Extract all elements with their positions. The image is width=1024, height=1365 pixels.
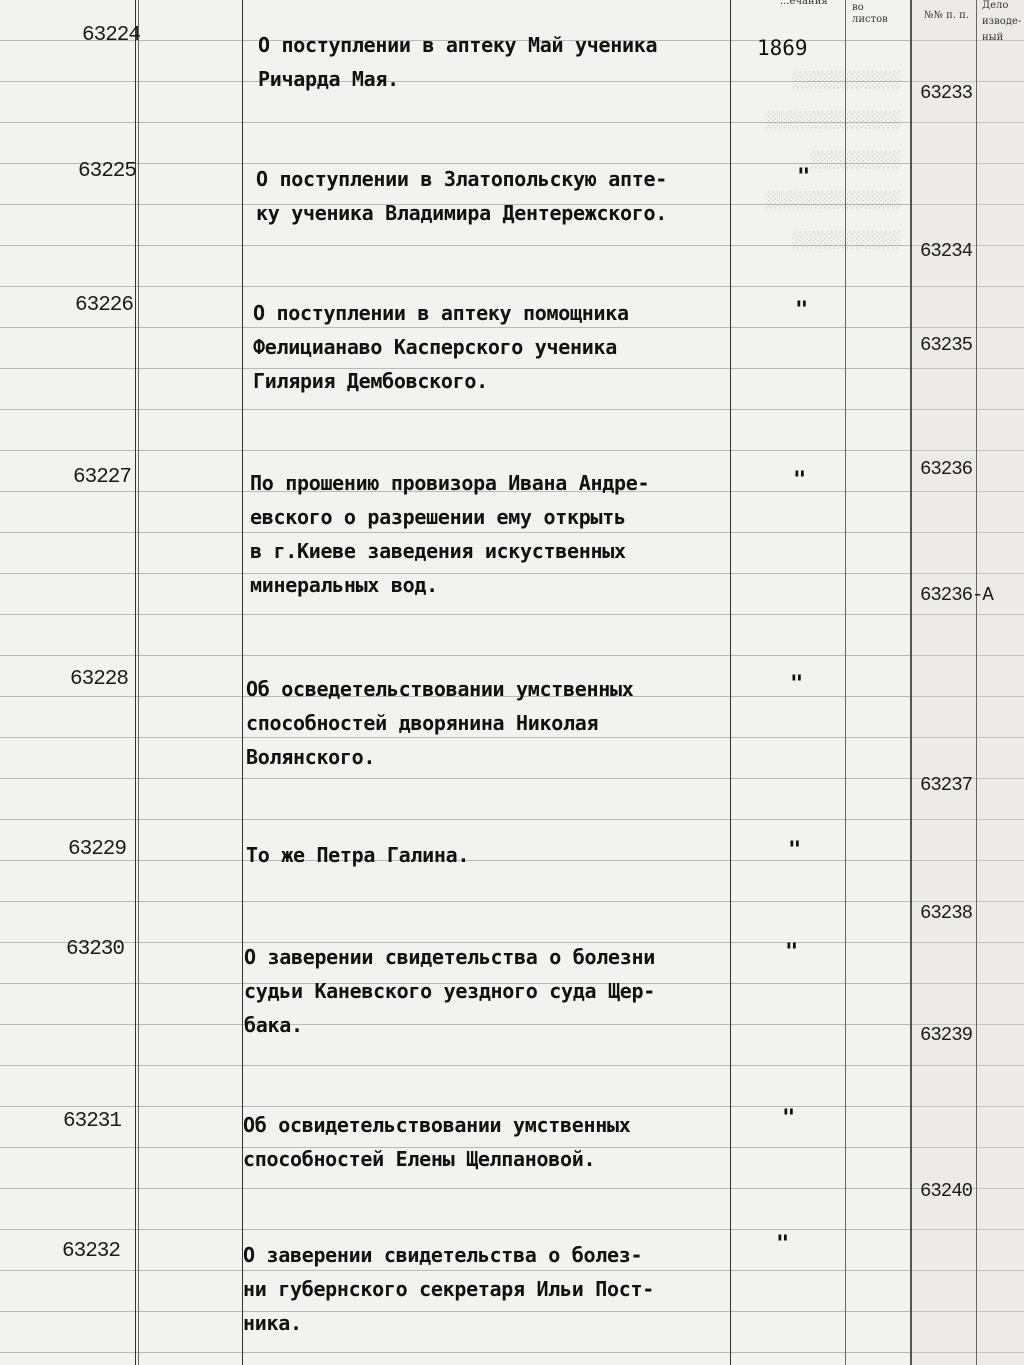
ditto-mark: " [782, 1106, 796, 1131]
adjacent-record-number: 63238 [920, 902, 973, 924]
adjacent-header-records: Дело изводе- ный [982, 0, 1022, 43]
record-description: О заверении свидетельства о болезни судьи Каневского уездного суда Щер- бака. [244, 945, 655, 1037]
record-description: Об осведетельствовании умственных способностей дворянина Николая Волянского. [246, 677, 634, 769]
ditto-mark: " [793, 468, 807, 493]
ruling-line-left-2 [138, 0, 139, 1365]
adjacent-record-number: 63239 [920, 1024, 973, 1046]
ditto-mark: " [797, 165, 811, 190]
ruling-line-left [135, 0, 136, 1365]
bleed-through-text: ░░░░░░░░░░░░ ░░░░░░░░░░░░░░░ ░░░░░░░░░░ ░░░░░░░░░░░░░░░ ░░░░░░░░░░░░ [764, 71, 900, 249]
record-description: О поступлении в аптеку Май ученика Ричарда Мая. [258, 33, 658, 91]
record-number: 63228 [70, 668, 129, 691]
record-number: 63226 [75, 294, 134, 317]
record-number: 63227 [73, 466, 132, 489]
record-description: По прошению провизора Ивана Андре- евского о разрешении ему открыть в г.Киеве заведения искуственных минеральных вод. [250, 471, 650, 597]
record-description: То же Петра Галина. [246, 843, 470, 867]
adjacent-page [910, 0, 1024, 1365]
ruling-line-remarks [845, 0, 846, 1365]
record-number: 63231 [63, 1110, 122, 1133]
adjacent-record-number: 63235 [920, 334, 973, 356]
header-sheets: во листов [852, 2, 888, 25]
record-number: 63229 [68, 838, 127, 861]
header-remarks: ...ечания [780, 0, 828, 7]
adjacent-header-num: №№ п. п. [924, 10, 969, 21]
record-number: 63225 [78, 160, 137, 183]
record-description: О заверении свидетельства о болез- ни губернского секретаря Ильи Пост- ника. [243, 1243, 654, 1335]
record-description: Об освидетельствовании умственных способностей Елены Щелпановой. [243, 1113, 631, 1171]
ditto-mark: " [790, 672, 804, 697]
record-description: О поступлении в аптеку помощника Фелицианаво Касперского ученика Гилярия Дембовского. [253, 301, 629, 393]
ditto-mark: " [788, 838, 802, 863]
ditto-mark: " [785, 940, 799, 965]
ditto-mark: " [776, 1232, 790, 1257]
ditto-mark: " [795, 298, 809, 323]
adjacent-record-number: 63233 [920, 82, 973, 104]
adjacent-record-number: 63236 [920, 458, 973, 480]
record-description: О поступлении в Златопольскую апте- ку ученика Владимира Дентережского. [256, 167, 667, 225]
adjacent-record-number: 63237 [920, 774, 973, 796]
record-year: 1869 [757, 36, 808, 60]
adjacent-ruling-line [976, 0, 977, 1365]
adjacent-record-number: 63240 [920, 1180, 973, 1202]
record-number: 63232 [62, 1240, 121, 1263]
record-number: 63230 [66, 938, 125, 961]
record-number: 63224 [82, 24, 141, 47]
adjacent-record-number: 63236-А [920, 584, 993, 606]
adjacent-record-number: 63234 [920, 240, 973, 262]
